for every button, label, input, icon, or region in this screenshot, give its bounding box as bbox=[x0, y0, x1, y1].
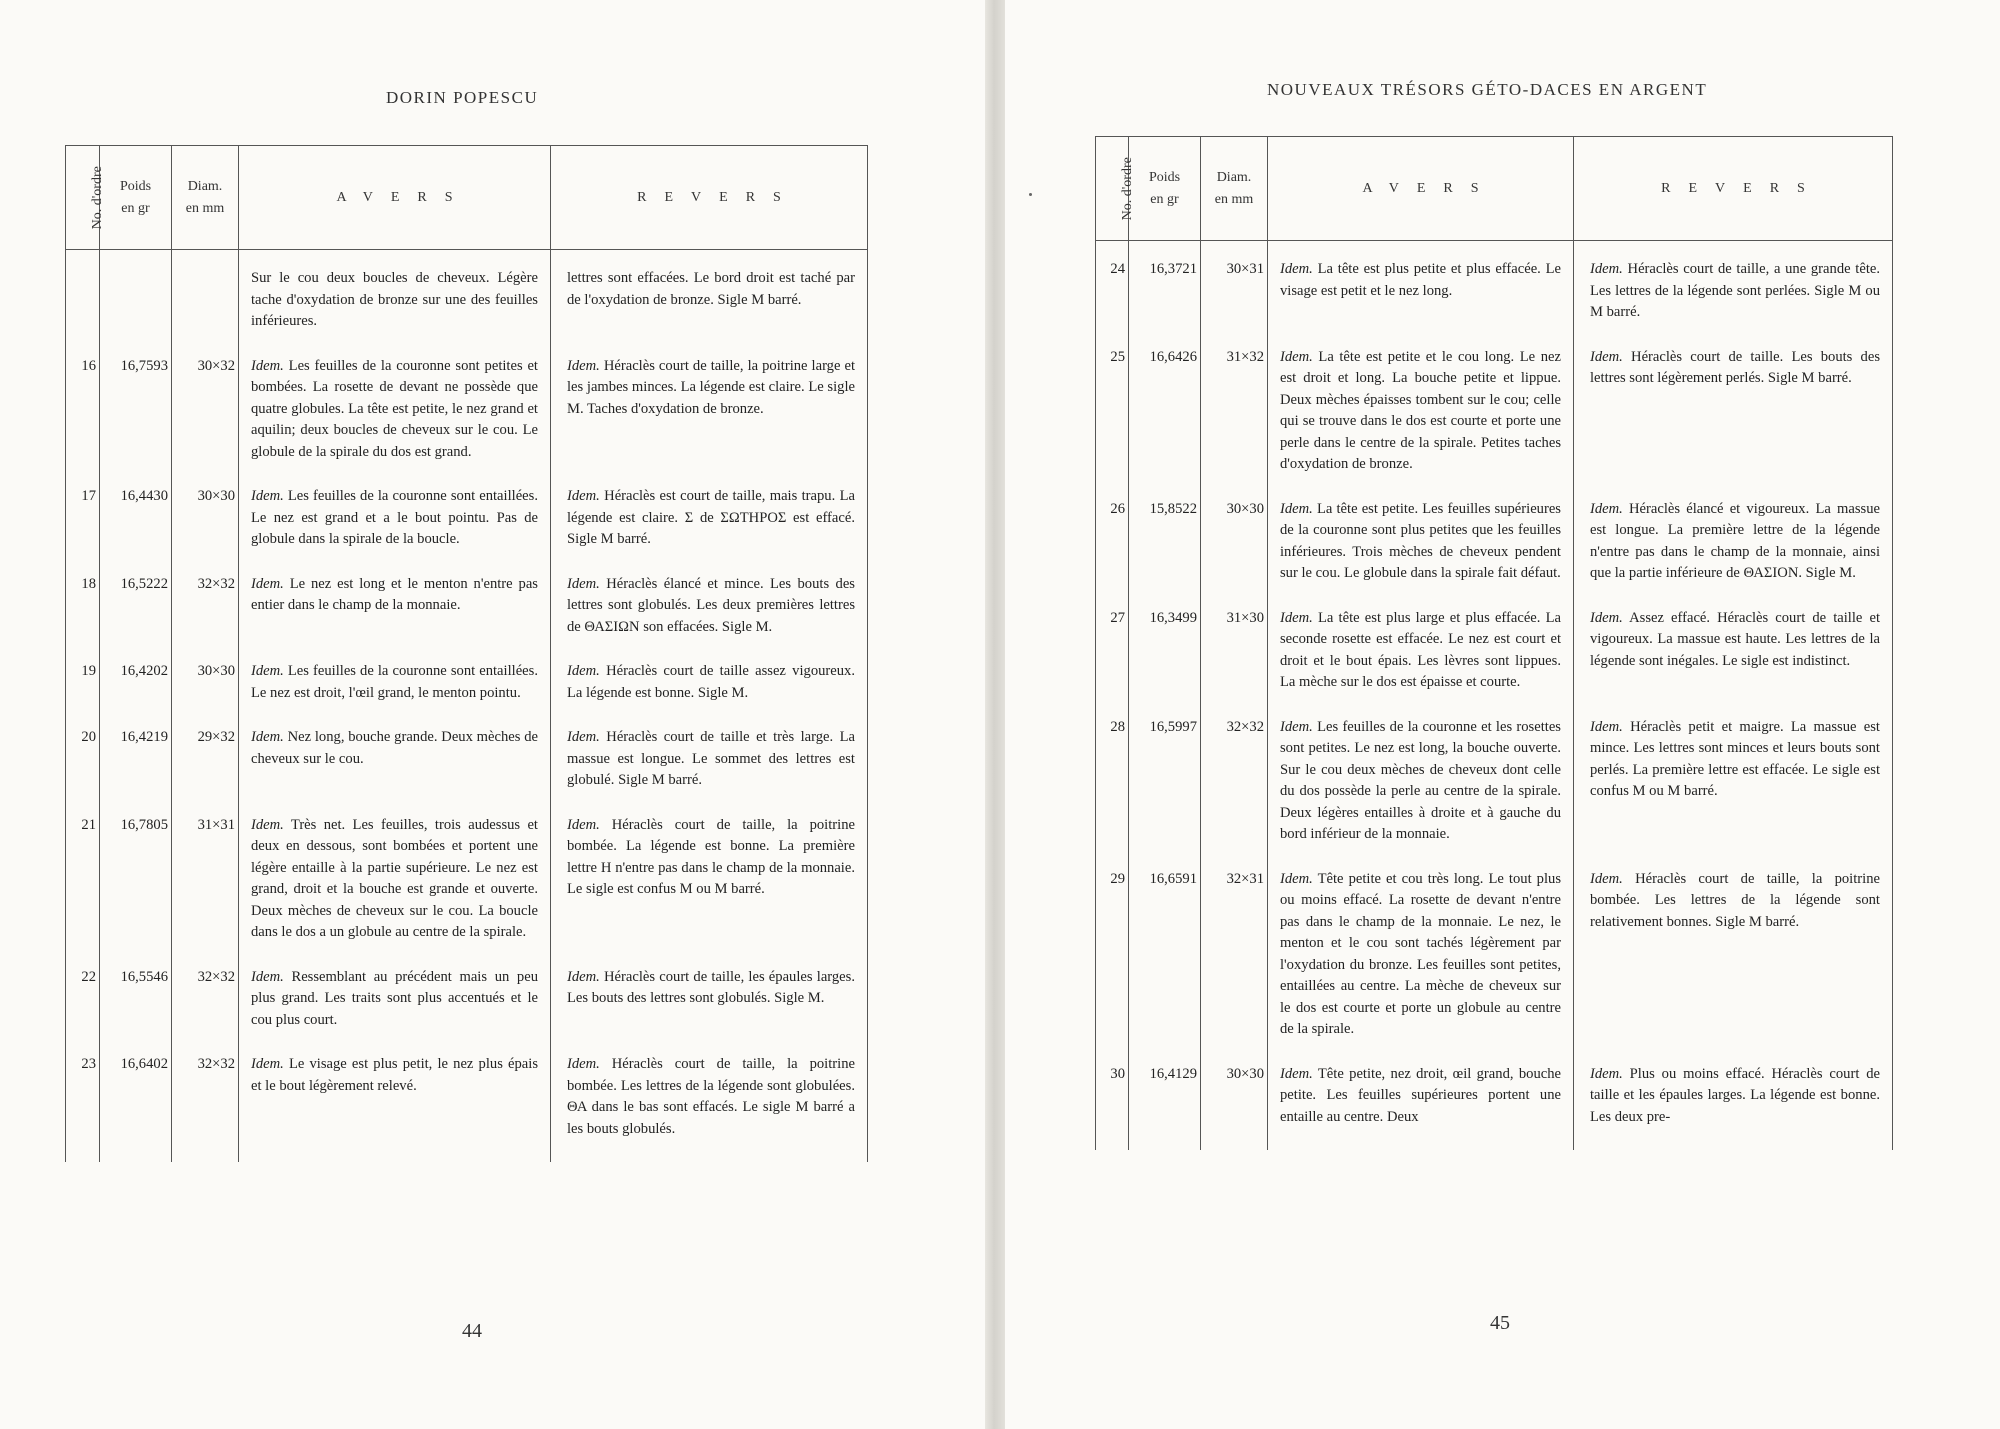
avers-description: Idem. Le nez est long et le menton n'entre pas entier dans le champ de la monnaie. bbox=[239, 563, 551, 651]
revers-description: Idem. Héraclès court de taille, les épaules larges. Les bouts des lettres sont globulés. Sigle M. bbox=[551, 956, 868, 1044]
left-running-head: DORIN POPESCU bbox=[386, 88, 539, 107]
right-running-head: NOUVEAUX TRÉSORS GÉTO-DACES EN ARGENT bbox=[1267, 80, 1708, 99]
coin-number: 16 bbox=[66, 345, 100, 476]
revers-description: Idem. Plus ou moins effacé. Héraclès court de taille et les épaules larges. La légende est bonne. Les deux pre- bbox=[1574, 1053, 1893, 1151]
coin-weight: 16,5997 bbox=[1129, 706, 1201, 858]
coin-number: 28 bbox=[1096, 706, 1129, 858]
coin-weight: 16,3499 bbox=[1129, 597, 1201, 706]
avers-description: Idem. La tête est petite. Les feuilles supérieures de la couronne sont plus petites que les feuilles inférieures. Trois mèches de cheveux pendent sur le cou. Le globule dans la spirale fait défaut. bbox=[1268, 488, 1574, 597]
left-catalogue-table bbox=[65, 145, 868, 1162]
coin-number: 23 bbox=[66, 1043, 100, 1162]
coin-diameter: 30×31 bbox=[1201, 241, 1268, 336]
avers-description: Idem. Le visage est plus petit, le nez plus épais et le bout légèrement relevé. bbox=[239, 1043, 551, 1162]
coin-weight: 16,5222 bbox=[100, 563, 172, 651]
table-row bbox=[66, 563, 868, 651]
header-weight: Poids en gr bbox=[1129, 137, 1201, 241]
table-row bbox=[66, 1043, 868, 1162]
table-row bbox=[66, 650, 868, 716]
header-revers: REVERS bbox=[551, 146, 868, 250]
coin-diameter: 32×31 bbox=[1201, 858, 1268, 1053]
coin-diameter: 32×32 bbox=[172, 1043, 239, 1162]
table-row bbox=[1096, 858, 1893, 1053]
header-order: No. d'ordre bbox=[1096, 137, 1129, 241]
header-order: No. d'ordre bbox=[66, 146, 100, 250]
coin-number: 26 bbox=[1096, 488, 1129, 597]
header-weight: Poids en gr bbox=[100, 146, 172, 250]
coin-diameter: 30×30 bbox=[172, 475, 239, 563]
coin-weight bbox=[100, 250, 172, 345]
coin-number: 25 bbox=[1096, 336, 1129, 488]
coin-number bbox=[66, 250, 100, 345]
table-row bbox=[1096, 336, 1893, 488]
book-gutter bbox=[985, 0, 1005, 1429]
revers-description: Idem. Héraclès court de taille, a une grande tête. Les lettres de la légende sont perlées. Sigle M ou M barré. bbox=[1574, 241, 1893, 336]
avers-description: Idem. La tête est petite et le cou long. Le nez est droit et long. La bouche petite et lippue. Deux mèches épaisses tombent sur le cou; celle qui se trouve dans le dos est courte et porte une perle dans le centre de la spirale. Petites taches d'oxydation de bronze. bbox=[1268, 336, 1574, 488]
table-header-row bbox=[66, 146, 868, 250]
coin-number: 19 bbox=[66, 650, 100, 716]
revers-description: Idem. Héraclès court de taille et très large. La massue est longue. Le sommet des lettres est globulé. Sigle M barré. bbox=[551, 716, 868, 804]
coin-number: 30 bbox=[1096, 1053, 1129, 1151]
avers-description: Idem. La tête est plus large et plus effacée. La seconde rosette est effacée. Le nez est court et droit et le bout épais. Les lèvres sont lippues. La mèche sur le dos est épaisse et courte. bbox=[1268, 597, 1574, 706]
coin-weight: 16,7593 bbox=[100, 345, 172, 476]
header-avers: AVERS bbox=[239, 146, 551, 250]
table-row bbox=[66, 475, 868, 563]
left-page-number: 44 bbox=[462, 1320, 482, 1342]
coin-number: 20 bbox=[66, 716, 100, 804]
coin-diameter: 31×32 bbox=[1201, 336, 1268, 488]
stray-mark bbox=[1029, 193, 1032, 196]
table-row bbox=[66, 804, 868, 956]
coin-number: 24 bbox=[1096, 241, 1129, 336]
coin-diameter: 30×30 bbox=[1201, 488, 1268, 597]
right-page-number: 45 bbox=[1490, 1312, 1510, 1334]
table-header-row bbox=[1096, 137, 1893, 241]
avers-description: Idem. Les feuilles de la couronne sont petites et bombées. La rosette de devant ne possède que quatre globules. La tête est petite, le nez grand et aquilin; deux boucles de cheveux sur le cou. Le globule de la spirale du dos est grand. bbox=[239, 345, 551, 476]
revers-description: Idem. Héraclès élancé et vigoureux. La massue est longue. La première lettre de la légende n'entre pas dans le champ de la monnaie, ainsi que la partie inférieure de ΘΑΣΙΟΝ. Sigle M. bbox=[1574, 488, 1893, 597]
avers-description: Idem. Les feuilles de la couronne sont entaillées. Le nez est grand et a le bout pointu. Pas de globule dans la spirale de la boucle. bbox=[239, 475, 551, 563]
coin-weight: 16,5546 bbox=[100, 956, 172, 1044]
coin-diameter: 30×32 bbox=[172, 345, 239, 476]
revers-description: Idem. Héraclès court de taille, la poitrine bombée. La légende est bonne. La première lettre H n'entre pas dans le champ de la monnaie. Le sigle est confus M ou M barré. bbox=[551, 804, 868, 956]
header-diameter: Diam. en mm bbox=[172, 146, 239, 250]
table-row bbox=[66, 345, 868, 476]
coin-number: 29 bbox=[1096, 858, 1129, 1053]
right-catalogue-table bbox=[1095, 136, 1893, 1150]
coin-weight: 16,4202 bbox=[100, 650, 172, 716]
avers-description: Idem. Nez long, bouche grande. Deux mèches de cheveux sur le cou. bbox=[239, 716, 551, 804]
revers-description: Idem. Héraclès élancé et mince. Les bouts des lettres sont globulés. Les deux premières lettres de ΘΑΣΙΩΝ son effacées. Sigle M. bbox=[551, 563, 868, 651]
avers-description: Sur le cou deux boucles de cheveux. Légère tache d'oxydation de bronze sur une des feuilles inférieures. bbox=[239, 250, 551, 345]
coin-diameter: 30×30 bbox=[172, 650, 239, 716]
revers-description: Idem. Assez effacé. Héraclès court de taille et vigoureux. La massue est haute. Les lettres de la légende sont inégales. Le sigle est indistinct. bbox=[1574, 597, 1893, 706]
coin-number: 22 bbox=[66, 956, 100, 1044]
avers-description: Idem. Tête petite et cou très long. Le tout plus ou moins effacé. La rosette de devant n'entre pas dans le champ de la monnaie. Le nez, le menton et le cou sont tachés légèrement par l'oxydation du bronze. Les feuilles sont petites, entaillées au centre. La mèche de cheveux sur le dos est courte et porte un globule au centre de la spirale. bbox=[1268, 858, 1574, 1053]
table-row bbox=[66, 716, 868, 804]
coin-weight: 16,4430 bbox=[100, 475, 172, 563]
table-row bbox=[1096, 1053, 1893, 1151]
table-row bbox=[1096, 488, 1893, 597]
revers-description: Idem. Héraclès court de taille, la poitrine large et les jambes minces. La légende est claire. Le sigle M. Taches d'oxydation de bronze. bbox=[551, 345, 868, 476]
revers-description: Idem. Héraclès est court de taille, mais trapu. La légende est claire. Σ de ΣΩΤΗΡΟΣ est effacé. Sigle M barré. bbox=[551, 475, 868, 563]
avers-description: Idem. Les feuilles de la couronne sont entaillées. Le nez est droit, l'œil grand, le menton pointu. bbox=[239, 650, 551, 716]
avers-description: Idem. Très net. Les feuilles, trois audessus et deux en dessous, sont bombées et portent une légère entaille à la partie supérieure. Le nez est grand, droit et la bouche est grande et ouverte. Deux mèches de cheveux sur le cou. La boucle dans le dos a un globule au centre de la spirale. bbox=[239, 804, 551, 956]
header-avers: AVERS bbox=[1268, 137, 1574, 241]
coin-weight: 16,6426 bbox=[1129, 336, 1201, 488]
table-row bbox=[66, 956, 868, 1044]
coin-weight: 16,4219 bbox=[100, 716, 172, 804]
table-row bbox=[1096, 706, 1893, 858]
revers-description: Idem. Héraclès court de taille assez vigoureux. La légende est bonne. Sigle M. bbox=[551, 650, 868, 716]
coin-diameter: 31×31 bbox=[172, 804, 239, 956]
coin-diameter: 30×30 bbox=[1201, 1053, 1268, 1151]
table-row bbox=[1096, 241, 1893, 336]
table-row bbox=[66, 250, 868, 345]
avers-description: Idem. Les feuilles de la couronne et les rosettes sont petites. Le nez est long, la bouche ouverte. Sur le cou deux mèches de cheveux dont celle du dos possède la perle au centre de la spirale. Deux légères entailles à droite et à gauche du bord inférieur de la monnaie. bbox=[1268, 706, 1574, 858]
coin-diameter: 31×30 bbox=[1201, 597, 1268, 706]
coin-diameter bbox=[172, 250, 239, 345]
coin-diameter: 32×32 bbox=[172, 563, 239, 651]
coin-number: 27 bbox=[1096, 597, 1129, 706]
avers-description: Idem. Tête petite, nez droit, œil grand, bouche petite. Les feuilles supérieures portent une entaille au centre. Deux bbox=[1268, 1053, 1574, 1151]
coin-number: 18 bbox=[66, 563, 100, 651]
revers-description: Idem. Héraclès court de taille, la poitrine bombée. Les lettres de la légende sont globulées. ΘΑ dans le bas sont effacés. Le sigle M barré a les bouts globulés. bbox=[551, 1043, 868, 1162]
coin-weight: 16,6591 bbox=[1129, 858, 1201, 1053]
header-diameter: Diam. en mm bbox=[1201, 137, 1268, 241]
revers-description: Idem. Héraclès court de taille, la poitrine bombée. Les lettres de la légende sont relativement bonnes. Sigle M barré. bbox=[1574, 858, 1893, 1053]
coin-weight: 16,6402 bbox=[100, 1043, 172, 1162]
header-revers: REVERS bbox=[1574, 137, 1893, 241]
avers-description: Idem. Ressemblant au précédent mais un peu plus grand. Les traits sont plus accentués et le cou plus court. bbox=[239, 956, 551, 1044]
coin-diameter: 32×32 bbox=[172, 956, 239, 1044]
revers-description: Idem. Héraclès petit et maigre. La massue est mince. Les lettres sont minces et leurs bouts sont perlés. La première lettre est effacée. Le sigle est confus M ou M barré. bbox=[1574, 706, 1893, 858]
coin-weight: 16,3721 bbox=[1129, 241, 1201, 336]
coin-number: 21 bbox=[66, 804, 100, 956]
coin-weight: 16,4129 bbox=[1129, 1053, 1201, 1151]
coin-diameter: 29×32 bbox=[172, 716, 239, 804]
revers-description: Idem. Héraclès court de taille. Les bouts des lettres sont légèrement perlés. Sigle M barré. bbox=[1574, 336, 1893, 488]
avers-description: Idem. La tête est plus petite et plus effacée. Le visage est petit et le nez long. bbox=[1268, 241, 1574, 336]
coin-diameter: 32×32 bbox=[1201, 706, 1268, 858]
coin-weight: 15,8522 bbox=[1129, 488, 1201, 597]
coin-number: 17 bbox=[66, 475, 100, 563]
table-row bbox=[1096, 597, 1893, 706]
revers-description: lettres sont effacées. Le bord droit est taché par de l'oxydation de bronze. Sigle M barré. bbox=[551, 250, 868, 345]
coin-weight: 16,7805 bbox=[100, 804, 172, 956]
